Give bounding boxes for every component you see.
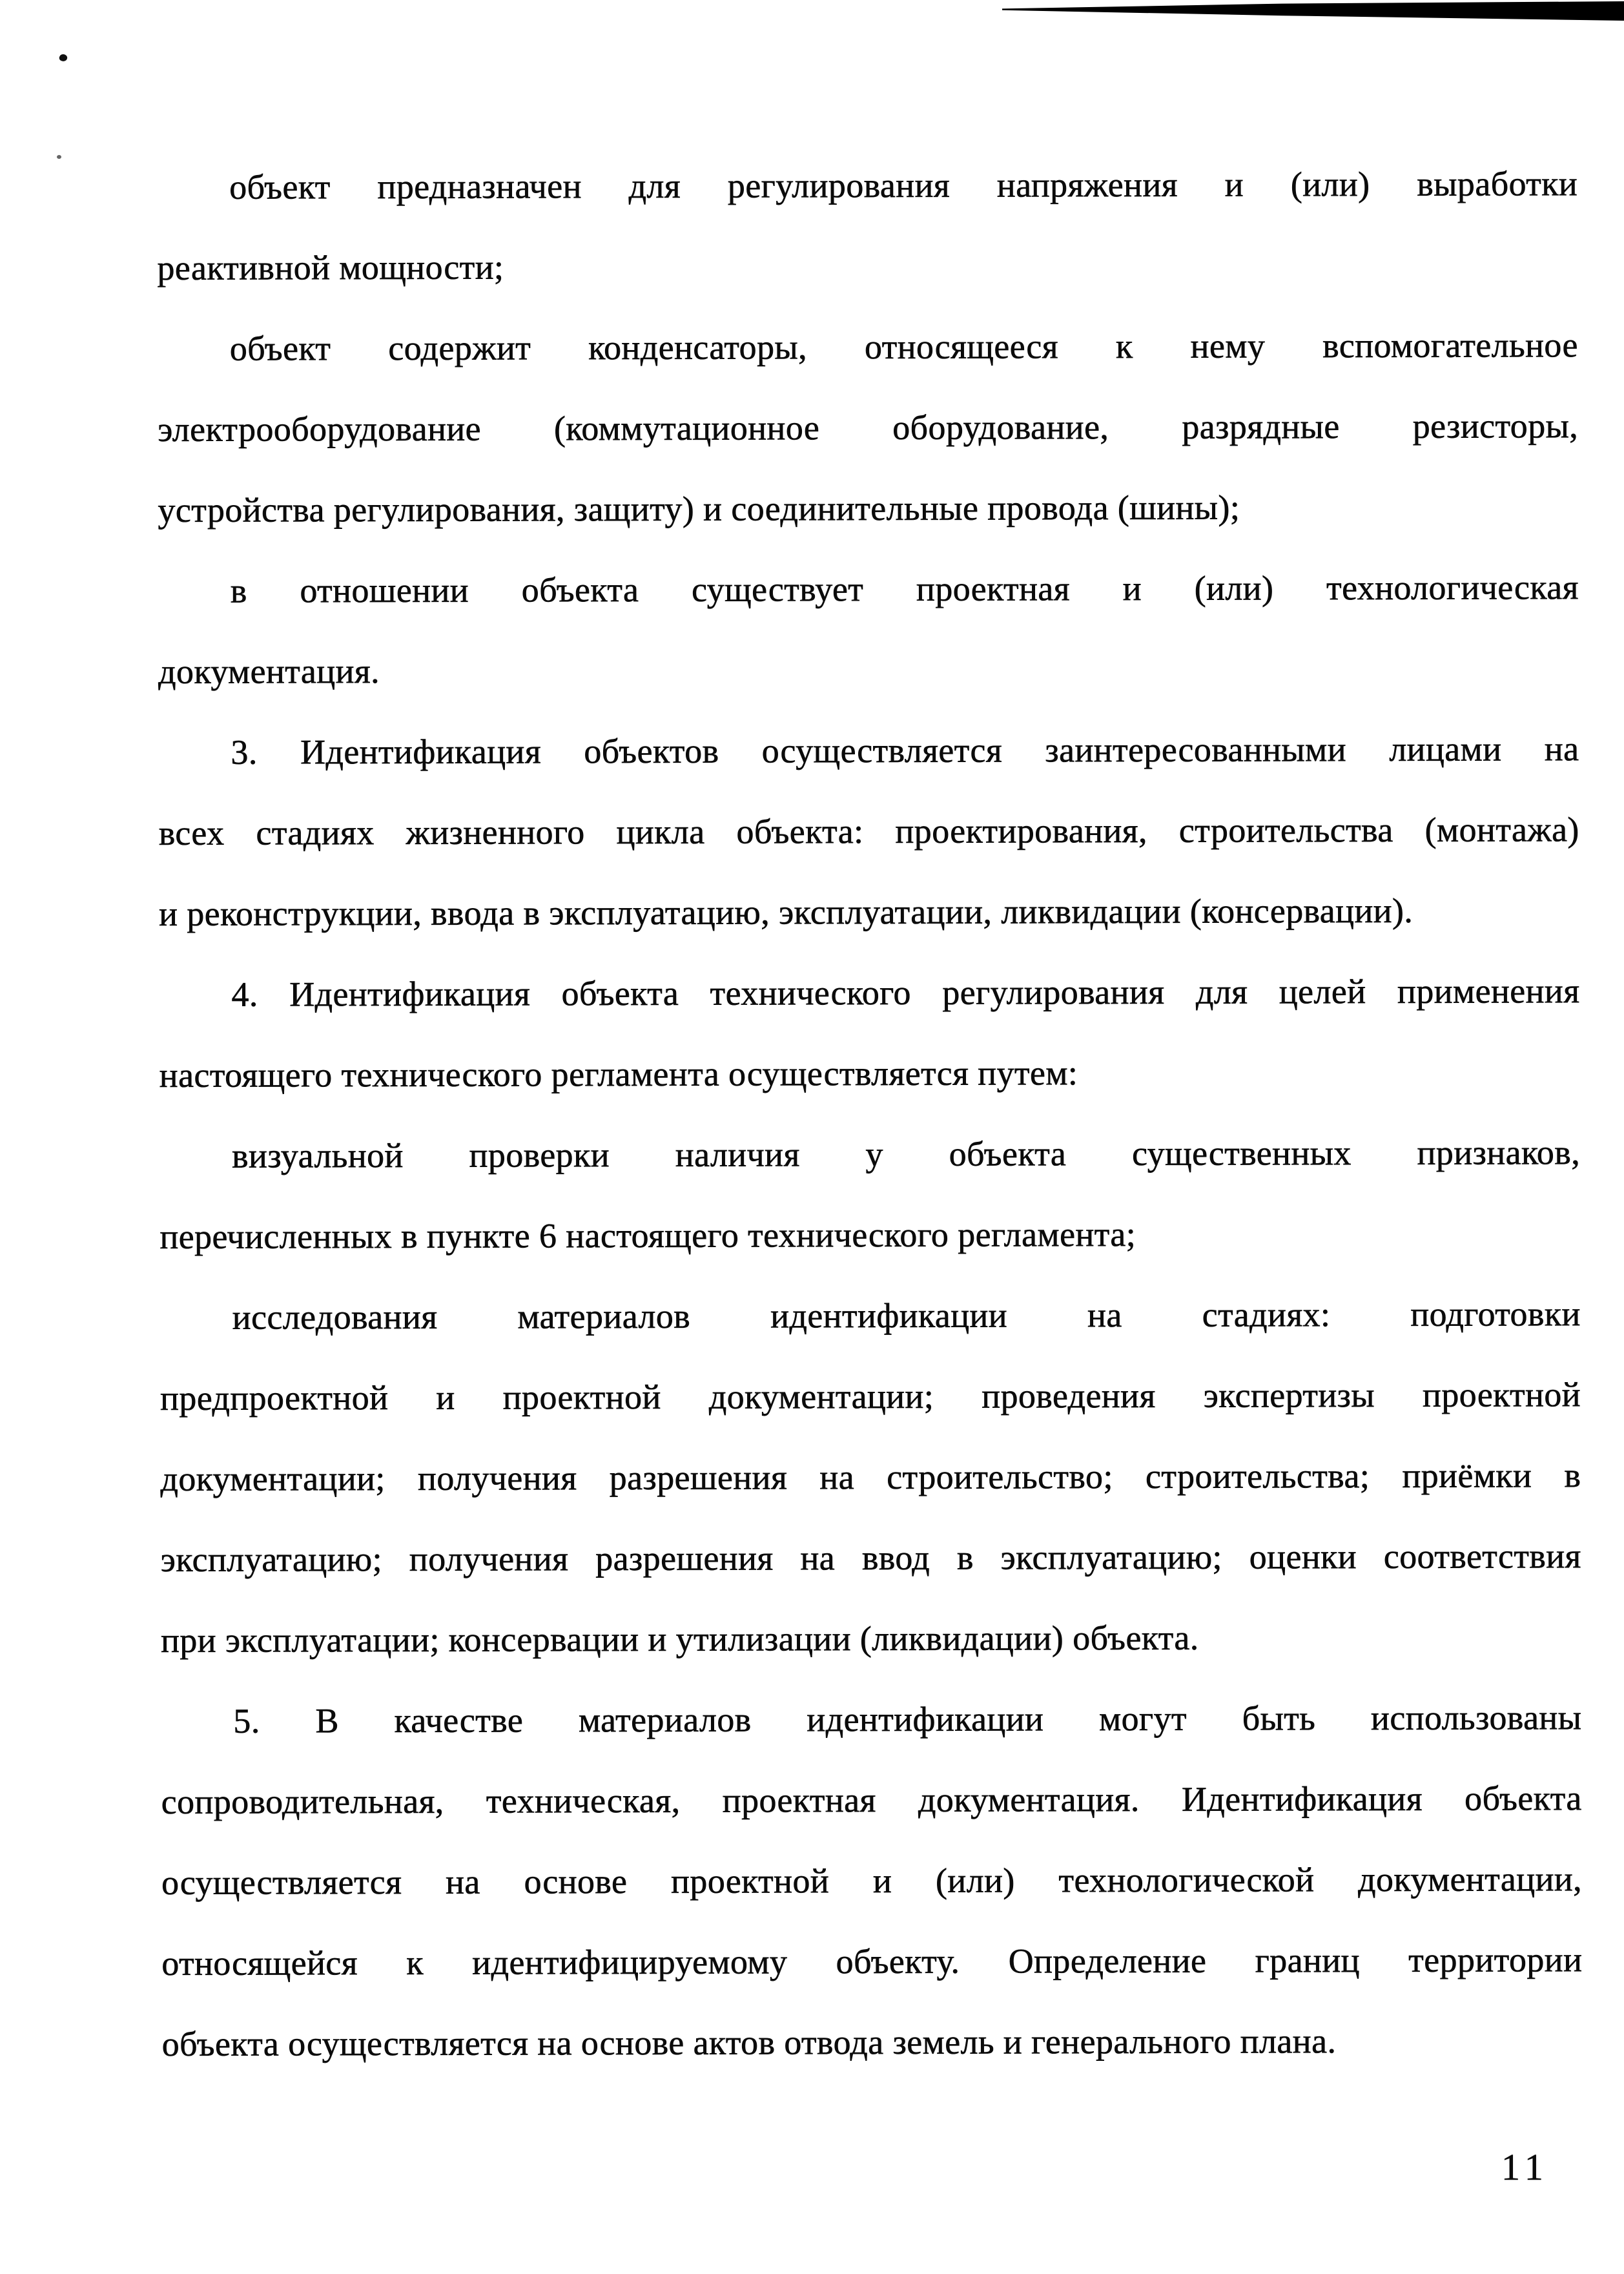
text-line: предпроектной и проектной документации; проведения экспертизы проектной [159,1375,1581,1418]
text-line: объект предназначен для регулирования напряжения и (или) выработки [229,164,1578,207]
text-line: 5. В качестве материалов идентификации могут быть использованы [233,1698,1582,1741]
text-line: документация. [158,652,380,691]
text-line: документации; получения разрешения на строительство; строительства; приёмки в [160,1456,1581,1498]
text-line: эксплуатацию; получения разрешения на ввод в эксплуатацию; оценки соответствия [160,1536,1581,1579]
text-line: 4. Идентификация объекта технического регулирования для целей применения [231,971,1580,1014]
text-line: реактивной мощности; [157,247,504,287]
text-line: в отношении объекта существует проектная и (или) технологическая [230,568,1579,610]
scan-streak-artifact [1002,1,1624,21]
text-line: электрооборудование (коммутационное оборудование, разрядные резисторы, [158,406,1579,449]
text-line: устройства регулирования, защиту) и соединительные провода (шины); [158,488,1240,530]
text-line: исследования материалов идентификации на стадиях: подготовки [232,1294,1581,1337]
document-body [157,143,1583,2085]
ink-speck [57,155,61,159]
text-line: сопроводительная, техническая, проектная документация. Идентификация объекта [161,1779,1582,1821]
text-line: осуществляется на основе проектной и (или) технологической документации, [161,1859,1583,1902]
ink-speck [58,53,68,63]
text-line: перечисленных в пункте 6 настоящего технического регламента; [159,1215,1136,1256]
text-line: 3. Идентификация объектов осуществляется заинтересованными лицами на [231,729,1579,772]
text-line: всех стадиях жизненного цикла объекта: проектирования, строительства (монтажа) [158,810,1579,853]
text-line: объект содержит конденсаторы, относящееся к нему вспомогательное [229,326,1578,368]
page-number: 11 [1501,2146,1549,2188]
text-line: относящейся к идентифицируемому объекту. Определение границ территории [161,1940,1583,1983]
text-line: и реконструкции, ввода в эксплуатацию, эксплуатации, ликвидации (консервации). [159,891,1413,933]
text-line: настоящего технического регламента осуществляется путем: [159,1053,1078,1095]
text-line: визуальной проверки наличия у объекта существенных признаков, [232,1133,1581,1175]
text-line: объекта осуществляется на основе актов отвода земель и генерального плана. [161,2021,1337,2063]
text-line: при эксплуатации; консервации и утилизации (ликвидации) объекта. [160,1618,1199,1660]
